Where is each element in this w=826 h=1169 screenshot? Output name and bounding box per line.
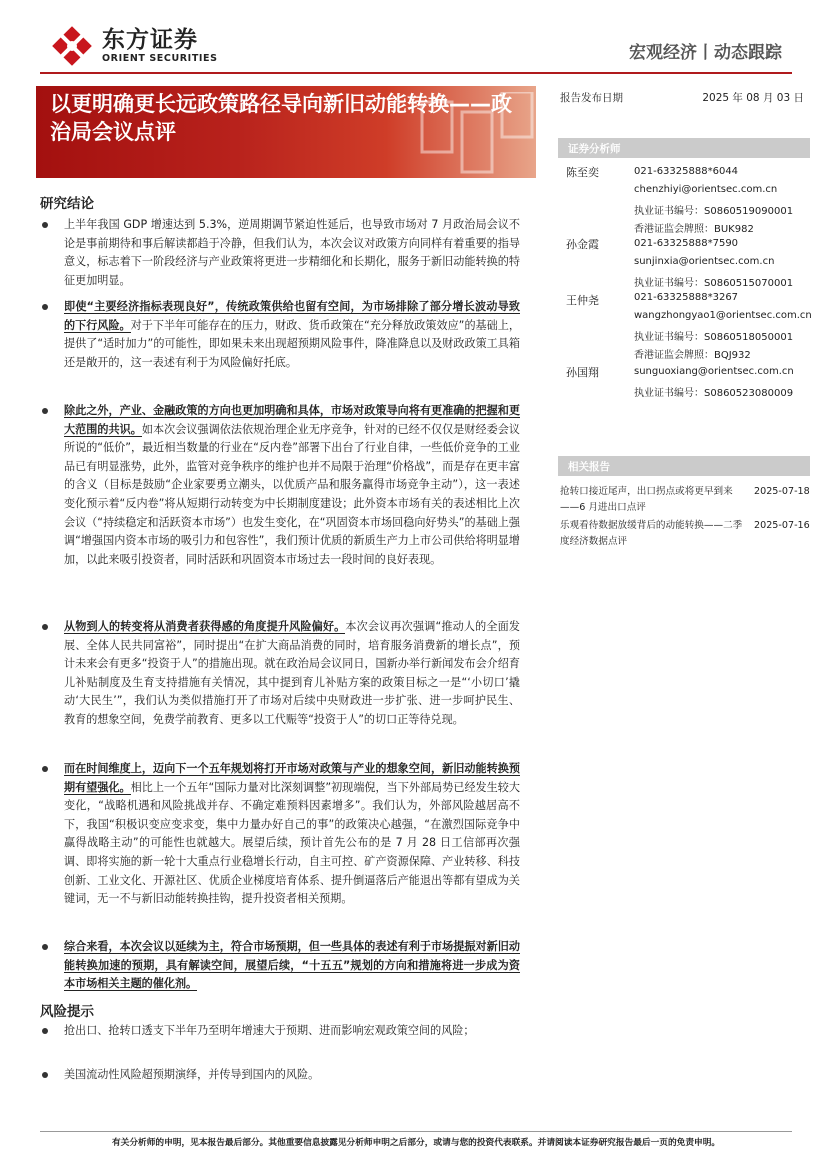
bullet-dot	[42, 304, 48, 310]
logo-chinese-name: 东方证券	[102, 27, 198, 53]
company-logo	[50, 24, 218, 68]
analyst-name: 孙金霞	[566, 238, 599, 251]
bullet-dot	[42, 624, 48, 630]
conclusion-bullet	[40, 298, 520, 372]
risk-text: 抢出口、抢转口透支下半年乃至明年增速大于预期、进而影响宏观政策空间的风险；	[64, 1024, 475, 1037]
analysts-header	[558, 138, 810, 158]
analyst-name: 陈至奕	[566, 166, 599, 179]
bullet-key-point: 综合来看，本次会议以延续为主，符合市场预期，但一些具体的表述有利于市场提振对新旧动能转换加速的预期，具有解读空间，展望后续，“十五五”规划的方向和措施将进一步成为资本市场相关主题的催化剂。	[64, 940, 520, 991]
bullet-body: 对于下半年可能存在的压力，财政、货币政策在“充分释放政策效应”的基础上，提供了“适时加力”的可能性，即如果未来出现超预期风险事件，降准降息以及财政政策工具箱还是敞开的，这一表述有利于为风险偏好托底。	[64, 318, 520, 369]
bullet-dot	[42, 766, 48, 772]
risk-heading: 风险提示	[40, 1004, 94, 1020]
report-category: 宏观经济丨动态跟踪	[629, 43, 782, 63]
bullet-dot	[42, 1072, 48, 1078]
report-date: 2025 年 08 月 03 日	[702, 92, 804, 104]
analysts-header-label: 证券分析师	[568, 143, 621, 155]
conclusion-bullet	[40, 402, 520, 569]
conclusion-bullet	[40, 938, 520, 994]
analyst-license: 执业证书编号：S0860518050001	[634, 332, 794, 343]
risk-bullet	[40, 1066, 520, 1085]
footer-disclaimer: 有关分析师的申明，见本报告最后部分。其他重要信息披露见分析师申明之后部分，或请与您的投资代表联系。并请阅读本证券研究报告最后一页的免责申明。	[111, 1138, 721, 1148]
analyst-license: 执业证书编号：S0860515070001	[634, 278, 794, 289]
analyst-license: 执业证书编号：S0860523080009	[634, 388, 794, 399]
analyst-phone: 021-63325888*3267	[634, 292, 739, 303]
analyst-license: 执业证书编号：S0860519090001	[634, 206, 794, 217]
related-reports-header	[558, 456, 810, 476]
header-divider	[40, 72, 792, 74]
risk-text: 美国流动性风险超预期演绎，并传导到国内的风险。	[64, 1068, 320, 1081]
analyst-hk-license: 香港证监会牌照：BQJ932	[634, 350, 751, 361]
related-report-link[interactable]: 乐观看待数据放缓背后的动能转换——二季度经济数据点评	[560, 520, 743, 547]
bullet-body: 相比上一个五年“国际力量对比深刻调整”初现端倪，当下外部局势已经发生较大变化，“战略机遇和风险挑战并存、不确定难预料因素增多”。我们认为，外部风险越居高不下，我国“积极识变应变求变，集中力量办好自己的事”的政策决心越强，“在激烈国际竞争中赢得战略主动”的可能性也就越大。展望后续，预计首先公布的是 7 月 28 日工信部再次强调、即将实施的新一轮十大重点行业稳增长行动，自主可控、矿产资源保障、产业转移、科技创新、工业文化、开源社区、优质企业梯度培育体系、提升倒逼落后产能退出等都有望成为关键词，无一不与新旧动能转换挂钩，提升投资者相关预期。	[64, 780, 520, 906]
risk-bullet	[40, 1022, 520, 1041]
conclusion-heading: 研究结论	[40, 196, 94, 212]
conclusion-bullet	[40, 760, 520, 909]
analyst-email[interactable]: chenzhiyi@orientsec.com.cn	[634, 184, 778, 195]
conclusion-bullet	[40, 618, 520, 730]
analyst-name: 孙国翔	[566, 366, 599, 379]
bullet-body: 本次会议再次强调“推动人的全面发展、全体人民共同富裕”，同时提出“在扩大商品消费的同时，培育服务消费新的增长点”，预计未来会有更多“投资于人”的措施出现。就在政治局会议同日，国新办举行新闻发布会介绍育儿补贴制度及生育支持措施有关情况，其中提到育儿补贴方案的政策目标之一是“‘小切口’撬动‘大民生’”，我们认为类似措施打开了市场对后续中央财政进一步扩张、进一步呵护民生、教育的想象空间，免费学前教育、更多以工代赈等“投资于人”的切口正等待兑现。	[64, 620, 520, 726]
analyst-phone: 021-63325888*6044	[634, 166, 739, 177]
title-banner	[36, 86, 536, 178]
analyst-email[interactable]: sunjinxia@orientsec.com.cn	[634, 256, 775, 267]
bullet-dot	[42, 222, 48, 228]
orient-logo-icon	[50, 24, 94, 68]
bullet-key-point: 除此之外，产业、金融政策的方向也更加明确和具体，市场对政策导向将有更准确的把握和更大范围的共识。	[64, 404, 520, 436]
footer-divider	[40, 1131, 792, 1132]
related-reports-header-label: 相关报告	[568, 461, 610, 473]
bullet-key-point: 即使“主要经济指标表现良好”，传统政策供给也留有空间，为市场排除了部分增长波动导致的下行风险。	[64, 300, 520, 332]
bullet-dot	[42, 944, 48, 950]
bullet-body: 上半年我国 GDP 增速达到 5.3%，逆周期调节紧迫性延后，也导致市场对 7 月政治局会议不论是事前期待和事后解读都趋于冷静，但我们认为，本次会议对政策方向同样有着重要的指导意义，标志着下一阶段经济与产业政策将更进一步精细化和长期化，服务于新旧动能转换的特征更加明显。	[64, 218, 520, 287]
bullet-dot	[42, 1028, 48, 1034]
analyst-hk-license: 香港证监会牌照：BUK982	[634, 224, 754, 235]
related-report-link[interactable]: 抢转口接近尾声，出口拐点或将更早到来——6 月进出口点评	[560, 486, 733, 513]
bullet-key-point: 而在时间维度上，迈向下一个五年规划将打开市场对政策与产业的想象空间，新旧动能转换预期有望强化。	[64, 762, 520, 794]
related-report-date: 2025-07-16	[754, 520, 810, 531]
related-report-date: 2025-07-18	[754, 486, 810, 497]
conclusion-bullet	[40, 216, 520, 290]
logo-english-name: ORIENT SECURITIES	[102, 53, 218, 64]
analyst-phone: 021-63325888*7590	[634, 238, 739, 249]
analyst-email[interactable]: sunguoxiang@orientsec.com.cn	[634, 366, 794, 377]
analyst-name: 王仲尧	[566, 294, 599, 307]
analyst-email[interactable]: wangzhongyao1@orientsec.com.cn	[634, 310, 812, 321]
bullet-key-point: 从物到人的转变将从消费者获得感的角度提升风险偏好。	[64, 620, 346, 633]
report-title: 以更明确更长远政策路径导向新旧动能转换——政治局会议点评	[50, 92, 512, 144]
bullet-dot	[42, 408, 48, 414]
report-date-label: 报告发布日期	[560, 92, 623, 104]
bullet-body: 如本次会议强调依法依规治理企业无序竞争，针对的已经不仅仅是财经委会议所说的“低价”，最近相当数量的行业在“反内卷”部署下出台了行业自律，一些低价竞争的工业品已有明显涨势，此外，监管对竞争秩序的维护也并不局限于治理“价格战”，而是存在更丰富的含义（目标是鼓励“企业家要勇立潮头，以优质产品和服务赢得市场竞争主动”），这一表述变化预示着“反内卷”将从短期行动转变为中长期制度建设；此外资本市场有关的表述相比上次会议（“持续稳定和活跃资本市场”）也发生变化，在“巩固资本市场回稳向好势头”的基础上强调“增强国内资本市场的吸引力和包容性”，我们预计优质的新质生产力上市公司供给将明显增加，以此来吸引投资者，同时活跃和巩固资本市场过去一段时间的良好表现。	[64, 422, 520, 566]
